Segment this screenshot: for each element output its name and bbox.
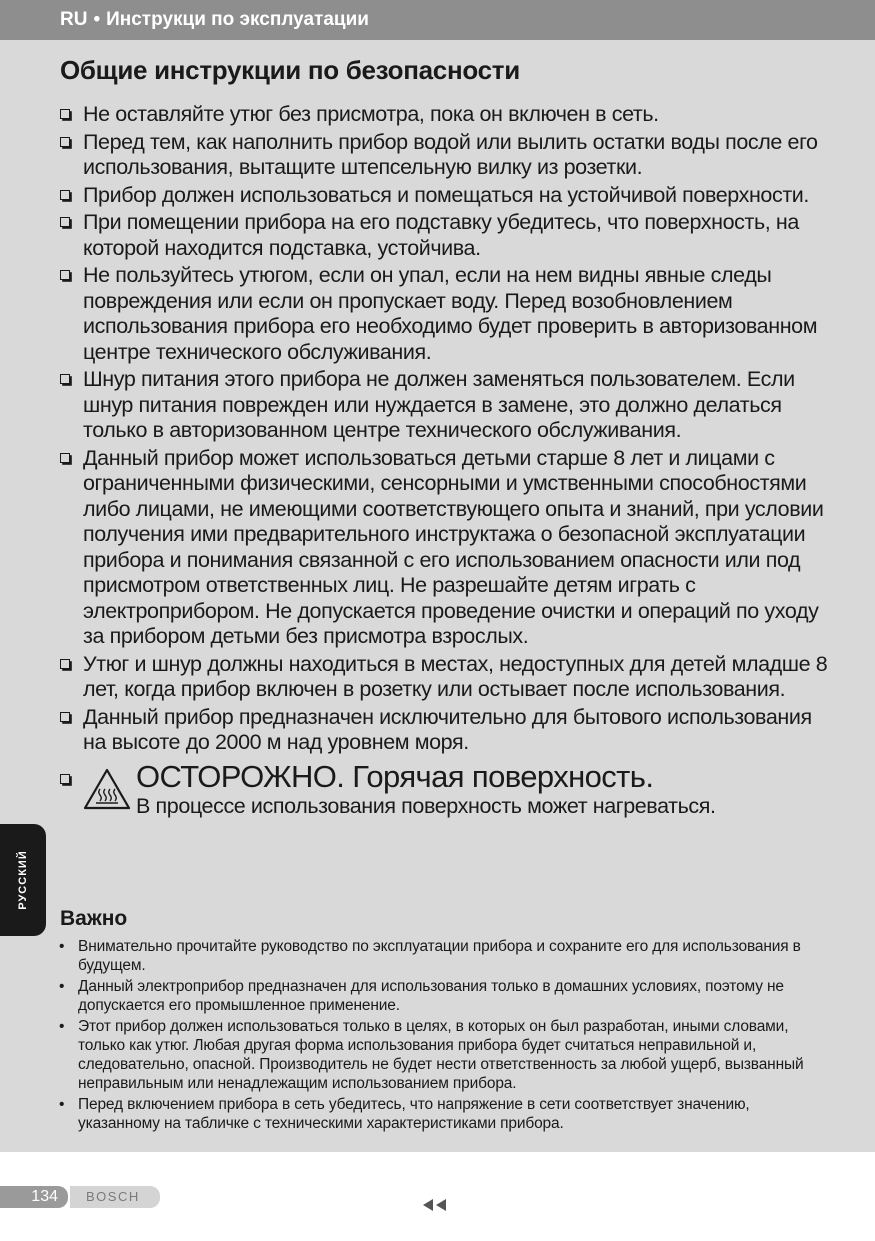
header-lang-code: RU: [60, 9, 88, 30]
important-item: [58, 1017, 818, 1093]
safety-item-text: Не оставляйте утюг без присмотра, пока он включен в сеть.: [83, 102, 659, 126]
brand-label: BOSCH: [70, 1186, 160, 1208]
bullet-dot: •: [59, 1018, 65, 1035]
page-title: Общие инструкции по безопасности: [60, 55, 520, 85]
bullet-dot: •: [59, 938, 65, 955]
header-section-title: Инструкци по эксплуатации: [106, 9, 369, 30]
language-side-tab-label: РУССКИЙ: [17, 850, 29, 910]
hot-surface-warning-icon: [83, 768, 131, 810]
header-bar: [0, 0, 875, 40]
checkbox-icon: [60, 270, 70, 280]
safety-item: [58, 183, 828, 209]
safety-item-text: Прибор должен использоваться и помещаться на устойчивой поверхности.: [83, 182, 809, 207]
safety-item: [58, 705, 828, 756]
safety-item: [58, 263, 828, 365]
safety-item-text: Перед тем, как наполнить прибор водой или вылить остатки воды после его использования, вытащите штепсельную вилку из розетки.: [83, 129, 818, 179]
safety-item: [58, 652, 828, 703]
language-side-tab: [0, 824, 46, 936]
double-left-arrow-icon[interactable]: [423, 1199, 449, 1211]
checkbox-icon: [60, 190, 70, 200]
checkbox-icon: [60, 374, 70, 384]
important-item-text: Внимательно прочитайте руководство по эксплуатации прибора и сохраните его для использования в будущем.: [78, 938, 801, 974]
page-number: 134: [0, 1186, 68, 1208]
safety-item-text: При помещении прибора на его подставку убедитесь, что поверхность, на которой находится подставка, устойчива.: [83, 210, 799, 260]
caution-text: В процессе использования поверхность может нагреваться.: [136, 793, 716, 818]
important-item: [58, 937, 818, 975]
checkbox-icon: [60, 137, 70, 147]
safety-item-text: Данный прибор может использоваться детьми старше 8 лет и лицами с ограниченными физическими, сенсорными и умственными способностями либо лицами, не имеющими соответствующего опыта и знаний, при условии получения ими предварительного инструктажа о безопасной эксплуатации прибора и понимания связанной с его использованием опасности или под присмотром ответственных лиц. Не разрешайте детям играть с электроприбором. Не допускается проведение очистки и операций по уходу за прибором детьми без присмотра взрослых.: [83, 445, 824, 648]
safety-item: [58, 446, 828, 650]
safety-item-text: Утюг и шнур должны находиться в местах, недоступных для детей младше 8 лет, когда прибор включен в розетку или остывает после использования.: [83, 651, 828, 701]
safety-item-text: Не пользуйтесь утюгом, если он упал, если на нем видны явные следы повреждения или если он пропускает воду. Перед возобновлением использования прибора его необходимо будет проверить в авторизованном центре технического обслуживания.: [83, 263, 818, 364]
header-bullet: •: [93, 9, 101, 30]
checkbox-icon: [60, 109, 70, 119]
safety-item: [58, 130, 828, 181]
checkbox-icon: [60, 659, 70, 669]
caution-title: ОСТОРОЖНО. Горячая поверхность.: [136, 758, 654, 794]
safety-item: [58, 367, 828, 444]
important-item-text: Перед включением прибора в сеть убедитесь, что напряжение в сети соответствует значению, указанному на табличке с техническими характеристиками прибора.: [78, 1096, 750, 1132]
safety-item: [58, 102, 828, 128]
safety-item-text: Данный прибор предназначен исключительно для бытового использования на высоте до 2000 м над уровнем моря.: [83, 704, 812, 754]
important-item: [58, 977, 818, 1015]
checkbox-icon: [60, 774, 70, 784]
footer: [0, 1186, 160, 1208]
safety-item: [58, 210, 828, 261]
important-heading: Важно: [60, 907, 128, 930]
checkbox-icon: [60, 712, 70, 722]
bullet-dot: •: [59, 1096, 65, 1113]
important-list: [58, 937, 818, 1135]
bullet-dot: •: [59, 978, 65, 995]
safety-item-text: Шнур питания этого прибора не должен заменяться пользователем. Если шнур питания поврежден или нуждается в замене, это должно делаться только в авторизованном центре технического обслуживания.: [83, 367, 795, 442]
important-item-text: Этот прибор должен использоваться только в целях, в которых он был разработан, иными словами, только как утюг. Любая другая форма использования прибора будет считаться неправильной и, следовательно, опасной. Производитель не будет нести ответственность за любой ущерб, вызванный неправильным или ненадлежащим использованием прибора.: [78, 1018, 804, 1092]
important-item: [58, 1095, 818, 1133]
safety-instructions-list: [58, 102, 828, 818]
caution-item: [58, 760, 828, 816]
checkbox-icon: [60, 453, 70, 463]
important-item-text: Данный электроприбор предназначен для использования только в домашних условиях, поэтому не допускается его промышленное применение.: [78, 978, 784, 1014]
checkbox-icon: [60, 217, 70, 227]
